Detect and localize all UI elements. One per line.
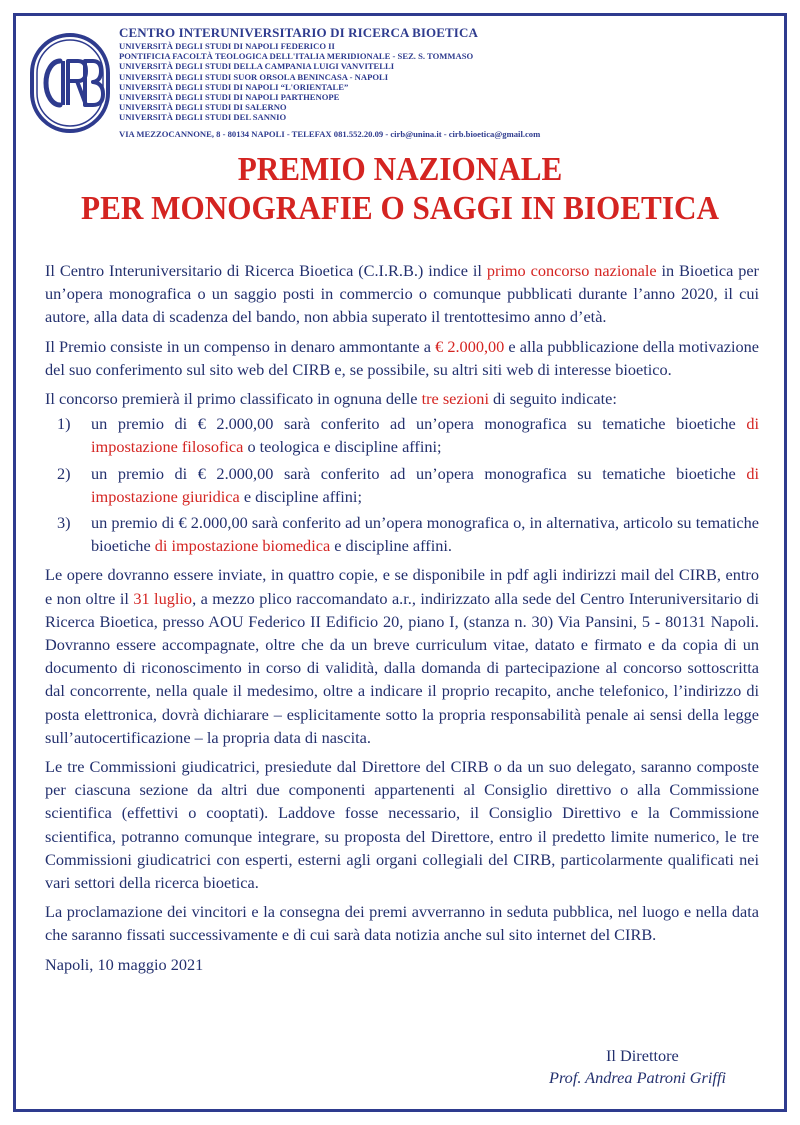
university-item: PONTIFICIA FACOLTÀ TEOLOGICA DELL'ITALIA MERIDIONALE - SEZ. S. TOMMASO [119, 51, 474, 62]
contact-address: VIA MEZZOCANNONE, 8 - 80134 NAPOLI - TELEFAX 081.552.20.09 - cirb@unina.it - cirb.bioetica@gmail.com [119, 128, 541, 139]
section-item [57, 511, 759, 557]
intro-paragraph: Il Centro Interuniversitario di Ricerca Bioetica (C.I.R.B.) indice il primo concorso nazionale in Bioetica per un’opera monografica o un saggio posti in commercio o comunque pubblicati durante l’anno 2020, il cui autore, alla data di scadenza del bando, non abbia superato il trentottesimo anno d’età. [45, 261, 759, 327]
prize-paragraph: Il Premio consiste in un compenso in denaro ammontante a € 2.000,00 e alla pubblicazione della motivazione del suo conferimento sul sito web del CIRB e, se possibile, su altri siti web di interesse bioetico. [45, 336, 760, 379]
item-number: 3) [57, 513, 71, 533]
university-item: UNIVERSITÀ DEGLI STUDI DI NAPOLI “L'ORIENTALE” [119, 81, 349, 92]
announcement-body [45, 259, 759, 982]
signatory-name: Prof. Andrea Patroni Griffi [549, 1068, 726, 1087]
place-date: Napoli, 10 maggio 2021 [45, 954, 204, 974]
university-item: UNIVERSITÀ DEGLI STUDI SUOR ORSOLA BENINCASA - NAPOLI [119, 71, 389, 82]
title-line-1: PREMIO NAZIONALE [237, 151, 563, 188]
sections-paragraph: Il concorso premierà il primo classificato in ognuna delle tre sezioni di seguito indicate: [45, 389, 617, 409]
item-number: 1) [57, 414, 71, 434]
cirb-logo [30, 33, 110, 133]
highlight-text: di impostazione giuridica [91, 463, 759, 506]
highlight-text: € 2.000,00 [435, 336, 505, 356]
university-item: UNIVERSITÀ DEGLI STUDI DI NAPOLI PARTHENOPE [119, 92, 340, 103]
item-number: 2) [57, 463, 71, 483]
letterhead [30, 25, 770, 140]
university-item: UNIVERSITÀ DEGLI STUDI DI SALERNO [119, 102, 287, 113]
section-item [57, 462, 759, 508]
university-list [119, 41, 769, 123]
highlight-text: primo concorso nazionale [486, 261, 657, 280]
title-line-2: PER MONOGRAFIE O SAGGI IN BIOETICA [81, 190, 719, 227]
institution-block [119, 25, 769, 140]
highlight-text: di impostazione filosofica [91, 414, 759, 457]
signature-block [549, 1045, 779, 1089]
item-text: un premio di € 2.000,00 sarà conferito ad un’opera monografica su tematiche bioetiche di impostazione filosofica o teologica e discipline affini; [91, 414, 759, 457]
item-text: un premio di € 2.000,00 sarà conferito ad un’opera monografica o, in alternativa, articolo su tematiche bioetiche di impostazione biomedica e discipline affini. [91, 513, 759, 556]
proclamation-paragraph: La proclamazione dei vincitori e la consegna dei premi avverranno in seduta pubblica, nel luogo e nella data che saranno fissati successivamente e di cui sarà data notizia anche sul sito internet del CIRB. [45, 902, 759, 945]
highlight-text: tre sezioni [421, 389, 489, 409]
section-item [57, 412, 759, 458]
university-item: UNIVERSITÀ DEGLI STUDI DEL SANNIO [119, 112, 287, 123]
document-title [28, 150, 772, 228]
university-item: UNIVERSITÀ DEGLI STUDI DI NAPOLI FEDERICO II [119, 41, 335, 51]
highlight-text: 31 luglio [133, 588, 193, 608]
signatory-role: Il Direttore [606, 1046, 679, 1065]
submission-paragraph: Le opere dovranno essere inviate, in quattro copie, e se disponibile in pdf agli indirizzi mail del CIRB, entro e non oltre il 31 luglio, a mezzo plico raccomandato a.r., indirizzato alla sede del Centro Interuniversitario di Ricerca Bioetica, presso AOU Federico II Edificio 20, piano I, (stanza n. 30) Via Pansini, 5 - 80131 Napoli. Dovranno essere accompagnate, oltre che da un breve curriculum vitae, datato e firmato e da copia di un documento di riconoscimento in corso di validità, dalla domanda di partecipazione al concorso sottoscritta dal concorrente, nella quale il medesimo, oltre a indicare il proprio recapito, anche telefonico, l’indirizzo di posta elettronica, dovrà dichiarare – esplicitamente sotto la propria responsabilità penale ai sensi della legge sull’autocertificazione – la propria data di nascita. [45, 565, 759, 747]
highlight-text: di impostazione biomedica [154, 536, 331, 556]
university-item: UNIVERSITÀ DEGLI STUDI DELLA CAMPANIA LUIGI VANVITELLI [119, 61, 395, 72]
institution-title: CENTRO INTERUNIVERSITARIO DI RICERCA BIOETICA [119, 25, 478, 40]
item-text: un premio di € 2.000,00 sarà conferito ad un’opera monografica su tematiche bioetiche di impostazione giuridica e discipline affini; [91, 463, 759, 506]
commission-paragraph: Le tre Commissioni giudicatrici, presiedute dal Direttore del CIRB o da un suo delegato, saranno composte per ciascuna sezione da altri due componenti appartenenti al Consiglio direttivo o alla Commissione scientifica (effettivi o cooptati). Laddove fosse necessario, il Consiglio Direttivo e la Commissione scientifica, potranno comunque integrare, su proposta del Direttore, entro il predetto limite numerico, le tre Commissioni giudicatrici con esperti, esterni agli organi collegiali del CIRB, particolarmente qualificati nei vari settori della ricerca bioetica. [45, 757, 759, 893]
